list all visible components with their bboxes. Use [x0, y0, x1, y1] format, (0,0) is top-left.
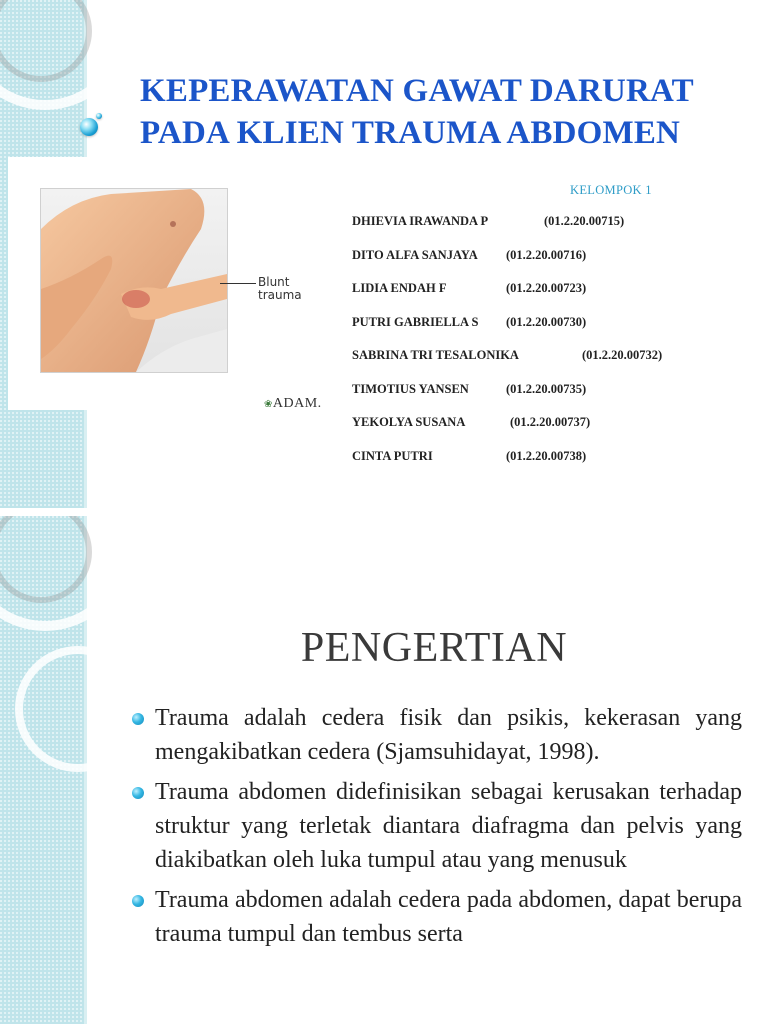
title-slide — [0, 0, 768, 508]
list-item — [132, 883, 742, 951]
orb-bullet-icon — [132, 895, 144, 907]
member-nim: (01.2.20.00730) — [506, 315, 587, 329]
member-name: TIMOTIUS YANSEN — [352, 382, 469, 396]
member-nim: (01.2.20.00735) — [506, 382, 587, 396]
definition-list — [132, 701, 742, 957]
bullet-text: Trauma adalah cedera fisik dan psikis, kekerasan yang mengakibatkan cedera (Sjamsuhidayat, 1998). — [155, 705, 742, 765]
member-nim: (01.2.20.00716) — [506, 248, 587, 262]
member-row — [352, 348, 663, 363]
bullet-text: Trauma abdomen adalah cedera pada abdomen, dapat berupa trauma tumpul dan tembus serta — [155, 887, 742, 947]
torso-icon — [41, 189, 227, 372]
definition-slide — [0, 516, 768, 1024]
slide-title — [140, 70, 750, 154]
orb-bullet-icon — [132, 713, 144, 725]
orb-icon — [80, 118, 98, 136]
blunt-trauma-illustration — [40, 188, 228, 373]
label-line-2: trauma — [258, 288, 302, 302]
member-name: PUTRI GABRIELLA S — [352, 315, 479, 329]
member-row — [352, 248, 587, 263]
list-item — [132, 775, 742, 877]
member-nim: (01.2.20.00738) — [506, 449, 587, 463]
member-name: CINTA PUTRI — [352, 449, 433, 463]
title-line-2: PADA KLIEN TRAUMA ABDOMEN — [140, 115, 681, 151]
image-credit — [264, 396, 322, 412]
member-name: SABRINA TRI TESALONIKA — [352, 348, 519, 362]
member-row — [352, 382, 587, 397]
orb-icon — [96, 113, 102, 119]
member-row — [352, 449, 587, 464]
member-row — [352, 214, 625, 229]
title-line-1: KEPERAWATAN GAWAT DARURAT — [140, 73, 694, 109]
slide-divider — [0, 508, 768, 516]
label-pointer-line — [220, 283, 256, 284]
credit-text: ADAM. — [272, 396, 322, 411]
member-name: DHIEVIA IRAWANDA P — [352, 214, 489, 228]
member-row — [352, 315, 587, 330]
member-row — [352, 415, 591, 430]
member-nim: (01.2.20.00723) — [506, 281, 587, 295]
section-heading: PENGERTIAN — [300, 625, 568, 671]
member-name: YEKOLYA SUSANA — [352, 415, 466, 429]
label-line-1: Blunt — [258, 275, 290, 289]
member-row — [352, 281, 587, 296]
member-nim: (01.2.20.00732) — [582, 348, 663, 362]
list-item — [132, 701, 742, 769]
member-name: DITO ALFA SANJAYA — [352, 248, 478, 262]
member-name: LIDIA ENDAH F — [352, 281, 447, 295]
member-nim: (01.2.20.00737) — [510, 415, 591, 429]
orb-bullet-icon — [132, 787, 144, 799]
group-label: KELOMPOK 1 — [570, 183, 652, 197]
bullet-text: Trauma abdomen didefinisikan sebagai kerusakan terhadap struktur yang terletak diantara diafragma dan pelvis yang diakibatkan oleh luka tumpul atau yang menusuk — [155, 779, 742, 873]
member-nim: (01.2.20.00715) — [544, 214, 625, 228]
blunt-trauma-label — [258, 276, 302, 302]
adam-logo-icon: ❀ — [264, 399, 273, 410]
